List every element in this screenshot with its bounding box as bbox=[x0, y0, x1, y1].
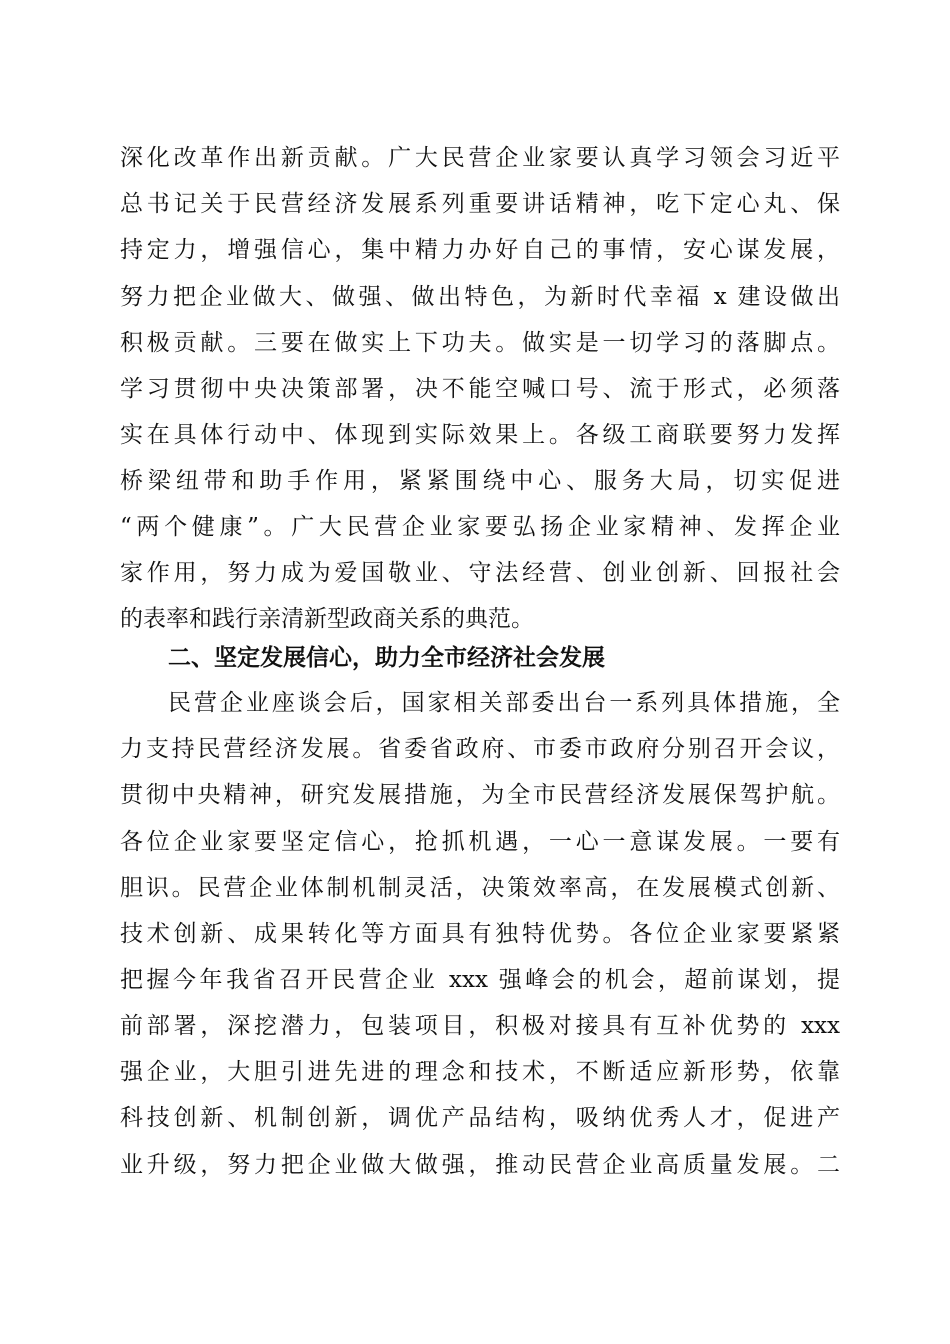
body-text-line: 强企业，大胆引进先进的理念和技术，不断适应新形势，依靠 bbox=[120, 1059, 840, 1085]
body-text-line: 把握今年我省召开民营企业 xxx 强峰会的机会，超前谋划，提 bbox=[120, 967, 840, 993]
body-text-line: 努力把企业做大、做强、做出特色，为新时代幸福 x 建设做出 bbox=[120, 284, 840, 310]
body-text-line: 各位企业家要坚定信心，抢抓机遇，一心一意谋发展。一要有 bbox=[120, 829, 840, 855]
body-text-line: 民营企业座谈会后，国家相关部委出台一系列具体措施，全 bbox=[168, 690, 840, 716]
body-text-line: “两个健康”。广大民营企业家要弘扬企业家精神、发挥企业 bbox=[120, 514, 840, 540]
body-text-line: 力支持民营经济发展。省委省政府、市委市政府分别召开会议， bbox=[120, 736, 840, 762]
body-text-line: 深化改革作出新贡献。广大民营企业家要认真学习领会习近平 bbox=[120, 145, 840, 171]
body-text-line: 前部署，深挖潜力，包装项目，积极对接具有互补优势的 xxx bbox=[120, 1013, 840, 1039]
body-text-line: 贯彻中央精神，研究发展措施，为全市民营经济发展保驾护航。 bbox=[120, 782, 840, 808]
body-text-line: 实在具体行动中、体现到实际效果上。各级工商联要努力发挥 bbox=[120, 422, 840, 448]
body-text-line: 学习贯彻中央决策部署，决不能空喊口号、流于形式，必须落 bbox=[120, 376, 840, 402]
body-text-line: 科技创新、机制创新，调优产品结构，吸纳优秀人才，促进产 bbox=[120, 1105, 840, 1131]
body-text-line: 桥梁纽带和助手作用，紧紧围绕中心、服务大局，切实促进 bbox=[120, 468, 840, 494]
body-text-line: 持定力，增强信心，集中精力办好自己的事情，安心谋发展， bbox=[120, 237, 840, 263]
body-text-line: 家作用，努力成为爱国敬业、守法经营、创业创新、回报社会 bbox=[120, 560, 840, 586]
body-text-line: 业升级，努力把企业做大做强，推动民营企业高质量发展。二 bbox=[120, 1152, 840, 1178]
body-text-line: 总书记关于民营经济发展系列重要讲话精神，吃下定心丸、保 bbox=[120, 191, 840, 217]
body-text-line: 积极贡献。三要在做实上下功夫。做实是一切学习的落脚点。 bbox=[120, 330, 840, 356]
body-text-line: 胆识。民营企业体制机制灵活，决策效率高，在发展模式创新、 bbox=[120, 875, 840, 901]
body-text-line: 技术创新、成果转化等方面具有独特优势。各位企业家要紧紧 bbox=[120, 921, 840, 947]
body-text-line: 的表率和践行亲清新型政商关系的典范。 bbox=[120, 606, 534, 632]
section-heading: 二、坚定发展信心，助力全市经济社会发展 bbox=[168, 645, 605, 671]
